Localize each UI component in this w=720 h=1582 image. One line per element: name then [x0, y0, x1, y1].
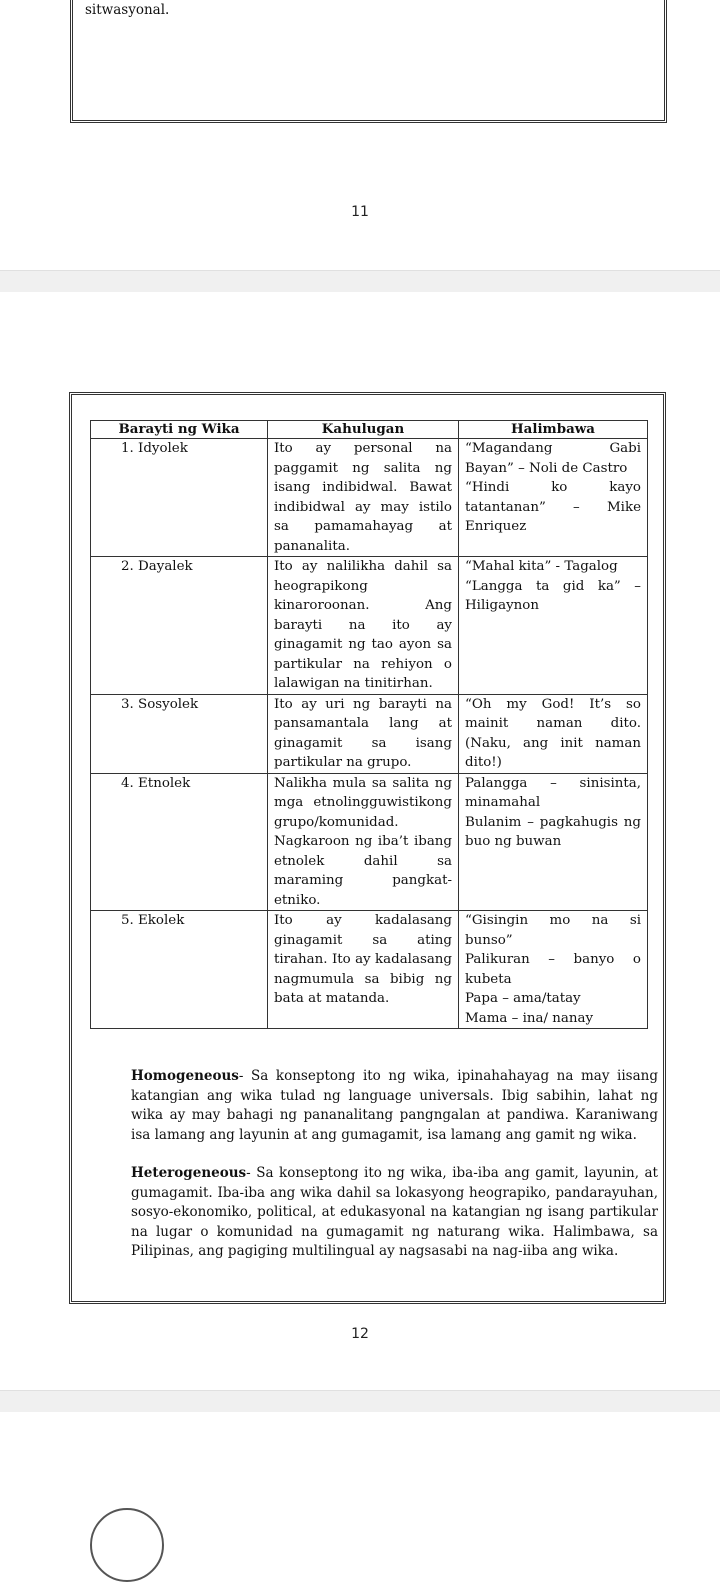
header-halimbawa: Halimbawa: [459, 421, 648, 439]
homogeneous-term: Homogeneous: [131, 1068, 239, 1084]
example-item: “Mahal kita” - Tagalog: [465, 559, 618, 574]
table-row: [91, 773, 648, 911]
table-row: [91, 911, 648, 1029]
row-examples: [459, 911, 648, 1029]
row-meaning: Ito ay personal na paggamit ng salita ng isang indibidwal. Bawat indibidwal ay may istilo sa pamamahayag at pananalita.: [268, 439, 459, 557]
page-number-11: 11: [351, 204, 369, 220]
table-row: [91, 439, 648, 557]
activity-box-text: sitwasyonal.: [85, 2, 170, 18]
row-examples: [459, 773, 648, 911]
example-item: “Gisingin mo na si bunso”: [465, 913, 641, 948]
example-item: Palangga – sinisinta, minamahal: [465, 775, 641, 810]
example-item: “Oh my God! It’s so mainit naman dito. (Naku, ang init naman dito!): [465, 696, 641, 770]
row-name: 1. Idyolek: [91, 439, 268, 557]
heterogeneous-term: Heterogeneous: [131, 1165, 247, 1181]
heterogeneous-text: - Sa konseptong ito ng wika, iba-iba ang gamit, layunin, at gumagamit. Iba-iba ang wika dahil sa lokasyong heograpiko, pandarayuhan, sosyo-ekonomiko, political, at edukasyonal na katangian ng isang partikular na lugar o komunidad na gumagamit ng naturang wika. Halimbawa, sa Pilipinas, ang pagiging multilingual ay nagsasabi na nag-iiba ang wika.: [131, 1165, 658, 1259]
row-name: 4. Etnolek: [91, 773, 268, 911]
page-separator: [0, 1390, 720, 1414]
header-kahulugan: Kahulugan: [268, 421, 459, 439]
barayti-table: [90, 420, 648, 1029]
example-item: Palikuran – banyo o kubeta: [465, 952, 641, 987]
example-item: Papa – ama/tatay: [465, 991, 581, 1006]
homogeneous-text: - Sa konseptong ito ng wika, ipinahahayag na may iisang katangian ang wika tulad ng language universals. Ibig sabihin, lahat ng wika ay may bahagi ng pananalitang pangngalan at pandiwa. Karaniwang isa lamang ang layunin at ang gumagamit, isa lamang ang gamit ng wika.: [131, 1068, 658, 1143]
heterogeneous-paragraph: [131, 1164, 658, 1262]
content-box: [69, 392, 666, 1304]
example-item: “Hindi ko kayo tatantanan” – Mike Enriquez: [465, 480, 641, 534]
row-examples: [459, 694, 648, 773]
table-row: [91, 557, 648, 695]
table-row: [91, 694, 648, 773]
row-meaning: Ito ay kadalasang ginagamit sa ating tirahan. Ito ay kadalasang nagmumula sa bibig ng bata at matanda.: [268, 911, 459, 1029]
example-item: “Langga ta gid ka” – Hiligaynon: [465, 578, 641, 613]
row-examples: [459, 557, 648, 695]
row-name: 2. Dayalek: [91, 557, 268, 695]
seal-logo-partial: [90, 1508, 164, 1582]
row-name: 5. Ekolek: [91, 911, 268, 1029]
row-meaning: Ito ay uri ng barayti na pansamantala lang at ginagamit sa isang partikular na grupo.: [268, 694, 459, 773]
example-item: “Magandang Gabi Bayan” – Noli de Castro: [465, 441, 641, 476]
header-barayti: Barayti ng Wika: [91, 421, 268, 439]
example-item: Bulanim – pagkahugis ng buo ng buwan: [465, 814, 641, 849]
example-item: Mama – ina/ nanay: [465, 1010, 594, 1026]
page-11: [0, 0, 720, 270]
page-12: [0, 292, 720, 1390]
page-separator: [0, 270, 720, 294]
activity-box: [70, 0, 667, 123]
homogeneous-paragraph: [131, 1067, 658, 1145]
row-examples: [459, 439, 648, 557]
page-13: [0, 1412, 720, 1520]
table-header-row: [91, 421, 648, 439]
row-meaning: Ito ay nalilikha dahil sa heograpikong kinaroroonan. Ang barayti na ito ay ginagamit ng tao ayon sa partikular na rehiyon o lalawigan na tinitirhan.: [268, 557, 459, 695]
row-name: 3. Sosyolek: [91, 694, 268, 773]
page-number-12: 12: [351, 1326, 369, 1342]
row-meaning: Nalikha mula sa salita ng mga etnolingguwistikong grupo/komunidad. Nagkaroon ng iba’t ibang etnolek dahil sa maraming pangkat-etniko.: [268, 773, 459, 911]
